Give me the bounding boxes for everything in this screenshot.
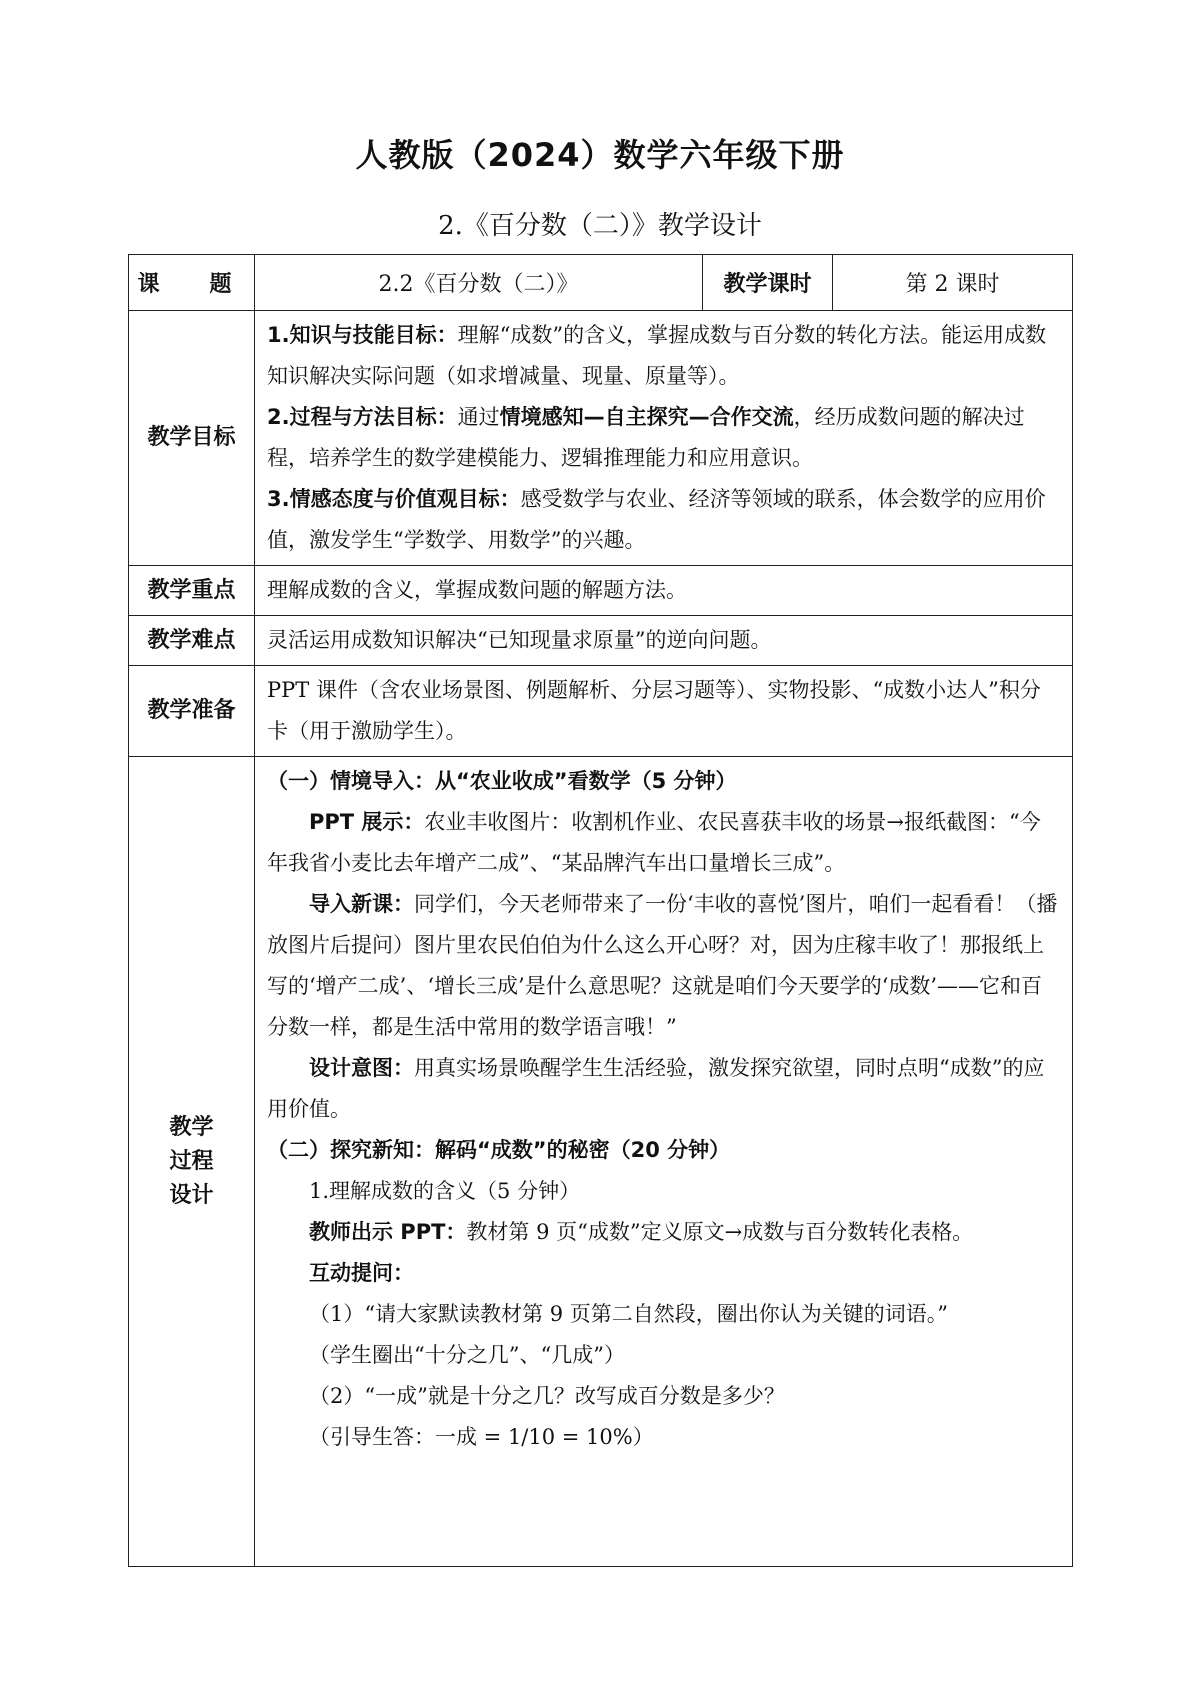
goal-3: 3.情感态度与价值观目标：感受数学与农业、经济等领域的联系，体会数学的应用价值，激发学生“学数学、用数学”的兴趣。 <box>267 487 1046 552</box>
goals-content <box>255 311 1073 566</box>
question-2-answer: （引导生答：一成 = 1/10 = 10%） <box>309 1425 654 1449</box>
goal-1: 1.知识与技能目标：理解“成数”的含义，掌握成数与百分数的转化方法。能运用成数知识解决实际问题（如求增减量、现量、原量等）。 <box>267 323 1047 388</box>
question-1-answer: （学生圈出“十分之几”、“几成”） <box>309 1343 625 1367</box>
key-point-text: 理解成数的含义，掌握成数问题的解题方法。 <box>255 566 1073 616</box>
difficulty-row <box>129 616 1073 666</box>
goals-label: 教学目标 <box>129 311 255 566</box>
topic-label: 课 题 <box>129 255 255 311</box>
difficulty-text: 灵活运用成数知识解决“已知现量求原量”的逆向问题。 <box>255 616 1073 666</box>
period-value: 第 2 课时 <box>833 255 1073 311</box>
preparation-text: PPT 课件（含农业场景图、例题解析、分层习题等）、实物投影、“成数小达人”积分卡（用于激励学生）。 <box>255 666 1073 757</box>
key-point-label: 教学重点 <box>129 566 255 616</box>
document-title: 人教版（2024）数学六年级下册 <box>355 136 845 174</box>
section-2-interact: 互动提问： <box>309 1261 414 1285</box>
header-row <box>129 255 1073 311</box>
section-2-sub1: 1.理解成数的含义（5 分钟） <box>309 1179 581 1203</box>
preparation-row <box>129 666 1073 757</box>
document-subtitle: 2.《百分数（二）》教学设计 <box>438 211 762 241</box>
section-2-title: （二）探究新知：解码“成数”的秘密（20 分钟） <box>267 1138 731 1162</box>
section-1-ppt: PPT 展示：农业丰收图片：收割机作业、农民喜获丰收的场景→报纸截图：“今年我省小麦比去年增产二成”、“某品牌汽车出口量增长三成”。 <box>267 810 1041 875</box>
goal-2: 2.过程与方法目标：通过情境感知—自主探究—合作交流，经历成数问题的解决过程，培养学生的数学建模能力、逻辑推理能力和应用意识。 <box>267 405 1025 470</box>
section-2-ppt: 教师出示 PPT：教材第 9 页“成数”定义原文→成数与百分数转化表格。 <box>309 1220 974 1244</box>
section-1-title: （一）情境导入：从“农业收成”看数学（5 分钟） <box>267 769 737 793</box>
section-1-design: 设计意图：用真实场景唤醒学生生活经验，激发探究欲望，同时点明“成数”的应用价值。 <box>267 1056 1045 1121</box>
lesson-plan-table <box>128 254 1073 1567</box>
key-point-row <box>129 566 1073 616</box>
process-label: 教学 过程 设计 <box>129 757 255 1567</box>
question-1: （1）“请大家默读教材第 9 页第二自然段，圈出你认为关键的词语。” <box>309 1302 949 1326</box>
process-content <box>255 757 1073 1567</box>
preparation-label: 教学准备 <box>129 666 255 757</box>
topic-value: 2.2《百分数（二）》 <box>255 255 703 311</box>
section-1-intro: 导入新课：同学们，今天老师带来了一份‘丰收的喜悦’图片，咱们一起看看！（播放图片后提问）图片里农民伯伯为什么这么开心呀？对，因为庄稼丰收了！那报纸上写的‘增产二成’、‘增长三成’是什么意思呢？这就是咱们今天要学的‘成数’——它和百分数一样，都是生活中常用的数学语言哦！” <box>267 892 1058 1039</box>
process-row <box>129 757 1073 1567</box>
period-label: 教学课时 <box>703 255 833 311</box>
goals-row <box>129 311 1073 566</box>
question-2: （2）“一成”就是十分之几？改写成百分数是多少？ <box>309 1384 785 1408</box>
difficulty-label: 教学难点 <box>129 616 255 666</box>
